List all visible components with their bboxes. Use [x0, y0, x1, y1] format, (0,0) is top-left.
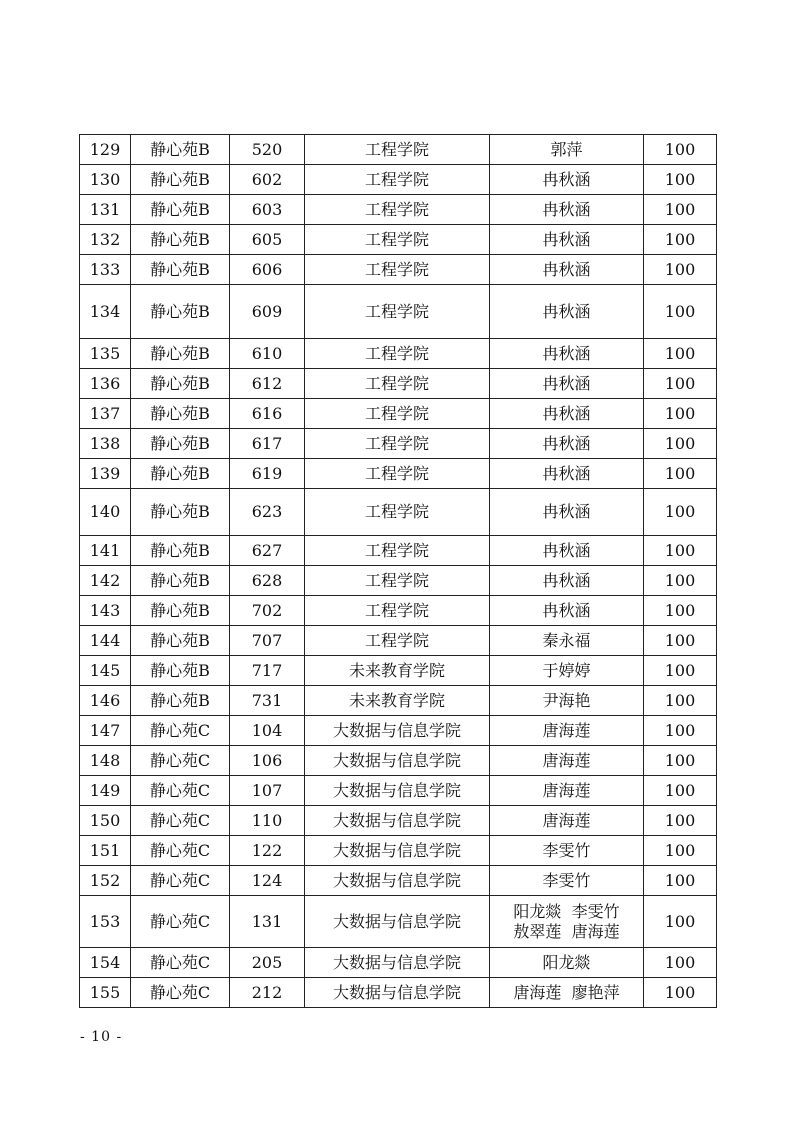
college-cell: 工程学院 — [305, 255, 490, 285]
responsible-person-cell — [490, 536, 644, 566]
building-cell: 静心苑B — [131, 285, 230, 339]
row-number-cell: 137 — [80, 399, 131, 429]
responsible-person-cell — [490, 255, 644, 285]
responsible-person-cell — [490, 369, 644, 399]
building-cell: 静心苑B — [131, 165, 230, 195]
responsible-person-cell — [490, 896, 644, 948]
college-cell: 工程学院 — [305, 596, 490, 626]
building-cell: 静心苑B — [131, 459, 230, 489]
row-number-cell: 152 — [80, 866, 131, 896]
responsible-person-cell — [490, 776, 644, 806]
room-number-cell: 623 — [230, 489, 305, 536]
building-cell: 静心苑B — [131, 255, 230, 285]
person-name: 冉秋涵 — [542, 502, 591, 521]
person-name: 唐海莲 廖艳萍 — [513, 982, 620, 1002]
table-row — [80, 866, 717, 896]
building-cell: 静心苑C — [131, 948, 230, 978]
college-cell: 工程学院 — [305, 429, 490, 459]
score-cell: 100 — [644, 195, 717, 225]
building-cell: 静心苑B — [131, 135, 230, 165]
room-number-cell: 107 — [230, 776, 305, 806]
person-name: 阳龙燚 — [542, 952, 591, 972]
person-name: 敖翠莲 唐海莲 — [513, 921, 620, 941]
college-cell: 大数据与信息学院 — [305, 866, 490, 896]
table-row — [80, 896, 717, 948]
row-number-cell: 155 — [80, 978, 131, 1008]
responsible-person-cell — [490, 135, 644, 165]
responsible-person-cell — [490, 806, 644, 836]
row-number-cell: 133 — [80, 255, 131, 285]
row-number-cell: 144 — [80, 626, 131, 656]
room-number-cell: 605 — [230, 225, 305, 255]
row-number-cell: 153 — [80, 896, 131, 948]
responsible-person-cell — [490, 866, 644, 896]
person-name: 于婷婷 — [542, 660, 591, 680]
person-name: 李雯竹 — [542, 870, 591, 890]
college-cell: 工程学院 — [305, 489, 490, 536]
room-number-cell: 124 — [230, 866, 305, 896]
building-cell: 静心苑C — [131, 836, 230, 866]
room-number-cell: 731 — [230, 686, 305, 716]
table-row — [80, 746, 717, 776]
building-cell: 静心苑C — [131, 716, 230, 746]
building-cell: 静心苑B — [131, 399, 230, 429]
dormitory-inspection-table — [79, 134, 717, 1008]
building-cell: 静心苑B — [131, 225, 230, 255]
college-cell: 工程学院 — [305, 195, 490, 225]
responsible-person-cell — [490, 429, 644, 459]
score-cell: 100 — [644, 596, 717, 626]
responsible-person-cell — [490, 399, 644, 429]
building-cell: 静心苑B — [131, 566, 230, 596]
college-cell: 大数据与信息学院 — [305, 948, 490, 978]
room-number-cell: 619 — [230, 459, 305, 489]
building-cell: 静心苑B — [131, 489, 230, 536]
score-cell: 100 — [644, 339, 717, 369]
person-name: 冉秋涵 — [542, 600, 591, 620]
person-name: 冉秋涵 — [542, 570, 591, 590]
college-cell: 大数据与信息学院 — [305, 776, 490, 806]
table-row — [80, 776, 717, 806]
score-cell: 100 — [644, 165, 717, 195]
table-row — [80, 429, 717, 459]
score-cell: 100 — [644, 656, 717, 686]
college-cell: 工程学院 — [305, 566, 490, 596]
responsible-person-cell — [490, 716, 644, 746]
table-row — [80, 165, 717, 195]
person-name: 秦永福 — [542, 630, 591, 650]
room-number-cell: 520 — [230, 135, 305, 165]
person-name: 冉秋涵 — [542, 433, 591, 453]
table-row — [80, 566, 717, 596]
person-name: 郭萍 — [550, 139, 583, 159]
person-name: 冉秋涵 — [542, 540, 591, 560]
person-name: 唐海莲 — [542, 750, 591, 770]
responsible-person-cell — [490, 459, 644, 489]
person-name: 冉秋涵 — [542, 259, 591, 279]
college-cell: 工程学院 — [305, 459, 490, 489]
building-cell: 静心苑B — [131, 339, 230, 369]
table-row — [80, 399, 717, 429]
room-number-cell: 122 — [230, 836, 305, 866]
table-row — [80, 459, 717, 489]
room-number-cell: 616 — [230, 399, 305, 429]
building-cell: 静心苑B — [131, 596, 230, 626]
row-number-cell: 146 — [80, 686, 131, 716]
person-name: 冉秋涵 — [542, 199, 591, 219]
score-cell: 100 — [644, 716, 717, 746]
score-cell: 100 — [644, 686, 717, 716]
page-number: - 10 - — [80, 1029, 123, 1045]
table-row — [80, 836, 717, 866]
college-cell: 未来教育学院 — [305, 656, 490, 686]
score-cell: 100 — [644, 776, 717, 806]
score-cell: 100 — [644, 978, 717, 1008]
row-number-cell: 143 — [80, 596, 131, 626]
table-row — [80, 948, 717, 978]
score-cell: 100 — [644, 459, 717, 489]
score-cell: 100 — [644, 746, 717, 776]
table-row — [80, 195, 717, 225]
building-cell: 静心苑C — [131, 978, 230, 1008]
person-name: 冉秋涵 — [542, 373, 591, 393]
building-cell: 静心苑C — [131, 896, 230, 948]
college-cell: 大数据与信息学院 — [305, 836, 490, 866]
responsible-person-cell — [490, 195, 644, 225]
score-cell: 100 — [644, 626, 717, 656]
building-cell: 静心苑B — [131, 369, 230, 399]
college-cell: 工程学院 — [305, 626, 490, 656]
room-number-cell: 110 — [230, 806, 305, 836]
table-row — [80, 656, 717, 686]
row-number-cell: 130 — [80, 165, 131, 195]
room-number-cell: 617 — [230, 429, 305, 459]
room-number-cell: 106 — [230, 746, 305, 776]
responsible-person-cell — [490, 978, 644, 1008]
college-cell: 大数据与信息学院 — [305, 978, 490, 1008]
responsible-person-cell — [490, 285, 644, 339]
row-number-cell: 147 — [80, 716, 131, 746]
room-number-cell: 104 — [230, 716, 305, 746]
college-cell: 工程学院 — [305, 339, 490, 369]
row-number-cell: 149 — [80, 776, 131, 806]
building-cell: 静心苑C — [131, 776, 230, 806]
college-cell: 大数据与信息学院 — [305, 746, 490, 776]
responsible-person-cell — [490, 225, 644, 255]
responsible-person-cell — [490, 596, 644, 626]
score-cell: 100 — [644, 255, 717, 285]
college-cell: 工程学院 — [305, 399, 490, 429]
score-cell: 100 — [644, 489, 717, 536]
score-cell: 100 — [644, 135, 717, 165]
room-number-cell: 603 — [230, 195, 305, 225]
person-name: 唐海莲 — [542, 810, 591, 830]
building-cell: 静心苑B — [131, 536, 230, 566]
room-number-cell: 212 — [230, 978, 305, 1008]
table-row — [80, 369, 717, 399]
building-cell: 静心苑B — [131, 656, 230, 686]
person-name: 冉秋涵 — [542, 301, 591, 321]
building-cell: 静心苑C — [131, 866, 230, 896]
table-body — [80, 135, 717, 1008]
score-cell: 100 — [644, 948, 717, 978]
score-cell: 100 — [644, 429, 717, 459]
person-name: 阳龙燚 李雯竹 — [513, 901, 620, 921]
room-number-cell: 609 — [230, 285, 305, 339]
college-cell: 工程学院 — [305, 369, 490, 399]
table-row — [80, 285, 717, 339]
table-row — [80, 716, 717, 746]
person-name: 唐海莲 — [542, 780, 591, 800]
room-number-cell: 612 — [230, 369, 305, 399]
row-number-cell: 141 — [80, 536, 131, 566]
table-row — [80, 135, 717, 165]
row-number-cell: 129 — [80, 135, 131, 165]
responsible-person-cell — [490, 948, 644, 978]
row-number-cell: 132 — [80, 225, 131, 255]
room-number-cell: 627 — [230, 536, 305, 566]
score-cell: 100 — [644, 806, 717, 836]
table-row — [80, 339, 717, 369]
row-number-cell: 138 — [80, 429, 131, 459]
score-cell: 100 — [644, 399, 717, 429]
responsible-person-cell — [490, 656, 644, 686]
college-cell: 工程学院 — [305, 165, 490, 195]
building-cell: 静心苑B — [131, 195, 230, 225]
person-name: 冉秋涵 — [542, 403, 591, 423]
table-row — [80, 536, 717, 566]
row-number-cell: 145 — [80, 656, 131, 686]
score-cell: 100 — [644, 896, 717, 948]
responsible-person-cell — [490, 339, 644, 369]
college-cell: 工程学院 — [305, 225, 490, 255]
responsible-person-cell — [490, 626, 644, 656]
college-cell: 工程学院 — [305, 536, 490, 566]
responsible-person-cell — [490, 836, 644, 866]
table-row — [80, 686, 717, 716]
person-name: 冉秋涵 — [542, 229, 591, 249]
person-name: 冉秋涵 — [542, 463, 591, 483]
college-cell: 工程学院 — [305, 135, 490, 165]
row-number-cell: 150 — [80, 806, 131, 836]
score-cell: 100 — [644, 566, 717, 596]
table-row — [80, 806, 717, 836]
responsible-person-cell — [490, 746, 644, 776]
person-name: 冉秋涵 — [542, 169, 591, 189]
table-row — [80, 596, 717, 626]
college-cell: 大数据与信息学院 — [305, 806, 490, 836]
building-cell: 静心苑C — [131, 746, 230, 776]
row-number-cell: 134 — [80, 285, 131, 339]
building-cell: 静心苑B — [131, 686, 230, 716]
row-number-cell: 151 — [80, 836, 131, 866]
room-number-cell: 606 — [230, 255, 305, 285]
room-number-cell: 702 — [230, 596, 305, 626]
table-row — [80, 225, 717, 255]
score-cell: 100 — [644, 536, 717, 566]
table-row — [80, 255, 717, 285]
row-number-cell: 131 — [80, 195, 131, 225]
room-number-cell: 205 — [230, 948, 305, 978]
person-name: 尹海艳 — [542, 690, 591, 710]
score-cell: 100 — [644, 836, 717, 866]
row-number-cell: 136 — [80, 369, 131, 399]
room-number-cell: 602 — [230, 165, 305, 195]
responsible-person-cell — [490, 686, 644, 716]
building-cell: 静心苑C — [131, 806, 230, 836]
building-cell: 静心苑B — [131, 626, 230, 656]
score-cell: 100 — [644, 369, 717, 399]
person-name: 唐海莲 — [542, 720, 591, 740]
score-cell: 100 — [644, 225, 717, 255]
room-number-cell: 131 — [230, 896, 305, 948]
room-number-cell: 717 — [230, 656, 305, 686]
responsible-person-cell — [490, 489, 644, 536]
table-row — [80, 489, 717, 536]
college-cell: 大数据与信息学院 — [305, 716, 490, 746]
row-number-cell: 135 — [80, 339, 131, 369]
row-number-cell: 142 — [80, 566, 131, 596]
score-cell: 100 — [644, 285, 717, 339]
person-name: 冉秋涵 — [542, 343, 591, 363]
row-number-cell: 139 — [80, 459, 131, 489]
person-name: 李雯竹 — [542, 840, 591, 860]
room-number-cell: 628 — [230, 566, 305, 596]
table-row — [80, 978, 717, 1008]
college-cell: 工程学院 — [305, 285, 490, 339]
college-cell: 大数据与信息学院 — [305, 896, 490, 948]
building-cell: 静心苑B — [131, 429, 230, 459]
room-number-cell: 610 — [230, 339, 305, 369]
responsible-person-cell — [490, 566, 644, 596]
table-row — [80, 626, 717, 656]
row-number-cell: 154 — [80, 948, 131, 978]
room-number-cell: 707 — [230, 626, 305, 656]
score-cell: 100 — [644, 866, 717, 896]
responsible-person-cell — [490, 165, 644, 195]
row-number-cell: 140 — [80, 489, 131, 536]
row-number-cell: 148 — [80, 746, 131, 776]
college-cell: 未来教育学院 — [305, 686, 490, 716]
